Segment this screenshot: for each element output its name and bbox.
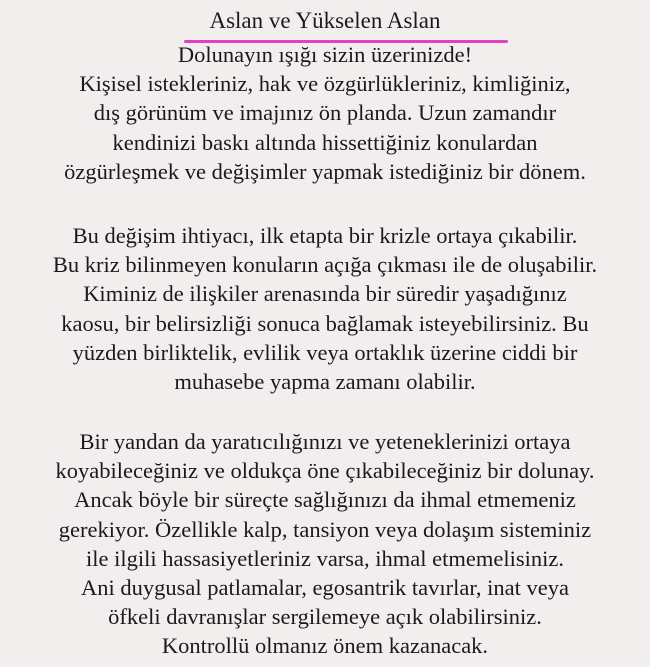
text-line: yüzden birliktelik, evlilik veya ortaklık üzerine ciddi bir	[72, 339, 578, 365]
text-line: muhasebe yapma zamanı olabilir.	[174, 369, 476, 395]
page-title: Aslan ve Yükselen Aslan	[209, 8, 441, 33]
text-line: öfkeli davranışlar sergilemeye açık olabilirsiniz.	[108, 604, 542, 630]
text-line: ile ilgili hassasiyetleriniz varsa, ihmal etmemelisiniz.	[86, 545, 564, 571]
text-line: Kişisel istekleriniz, hak ve özgürlükleriniz, kimliğiniz,	[79, 71, 571, 97]
text-line: Ancak böyle bir süreçte sağlığınızı da ihmal etmemeniz	[74, 487, 576, 513]
text-line: Bir yandan da yaratıcılığınızı ve yeteneklerinizi ortaya	[79, 429, 571, 454]
text-line: kendinizi baskı altında hissettiğiniz konulardan	[112, 129, 538, 155]
text-line: Bu değişim ihtiyacı, ilk etapta bir krizle ortaya çıkabilir.	[72, 223, 578, 248]
text-line: dış görünüm ve imajınız ön planda. Uzun zamandır	[93, 100, 557, 126]
text-line: kaosu, bir belirsizliği sonuca bağlamak isteyebilirsiniz. Bu	[61, 310, 589, 336]
text-line: Kiminiz de ilişkiler arenasında bir süredir yaşadığınız	[83, 281, 567, 307]
text-line: koyabileceğiniz ve oldukça öne çıkabileceğiniz bir dolunay.	[55, 458, 595, 484]
text-line: özgürleşmek ve değişimler yapmak istediğiniz bir dönem.	[64, 158, 586, 184]
paragraph-2	[0, 221, 650, 396]
text-line: Ani duygusal patlamalar, egosantrik tavırlar, inat veya	[80, 575, 570, 601]
text-line: gerekiyor. Özellikle kalp, tansiyon veya dolaşım sisteminiz	[58, 516, 592, 542]
paragraph-1	[0, 40, 650, 186]
text-line: Dolunayın ışığı sizin üzerinizde!	[177, 42, 473, 67]
paragraph-3	[0, 427, 650, 661]
text-line: Kontrollü olmanız önem kazanacak.	[161, 633, 489, 659]
text-line: Bu kriz bilinmeyen konuların açığa çıkması ile de oluşabilir.	[52, 252, 598, 278]
